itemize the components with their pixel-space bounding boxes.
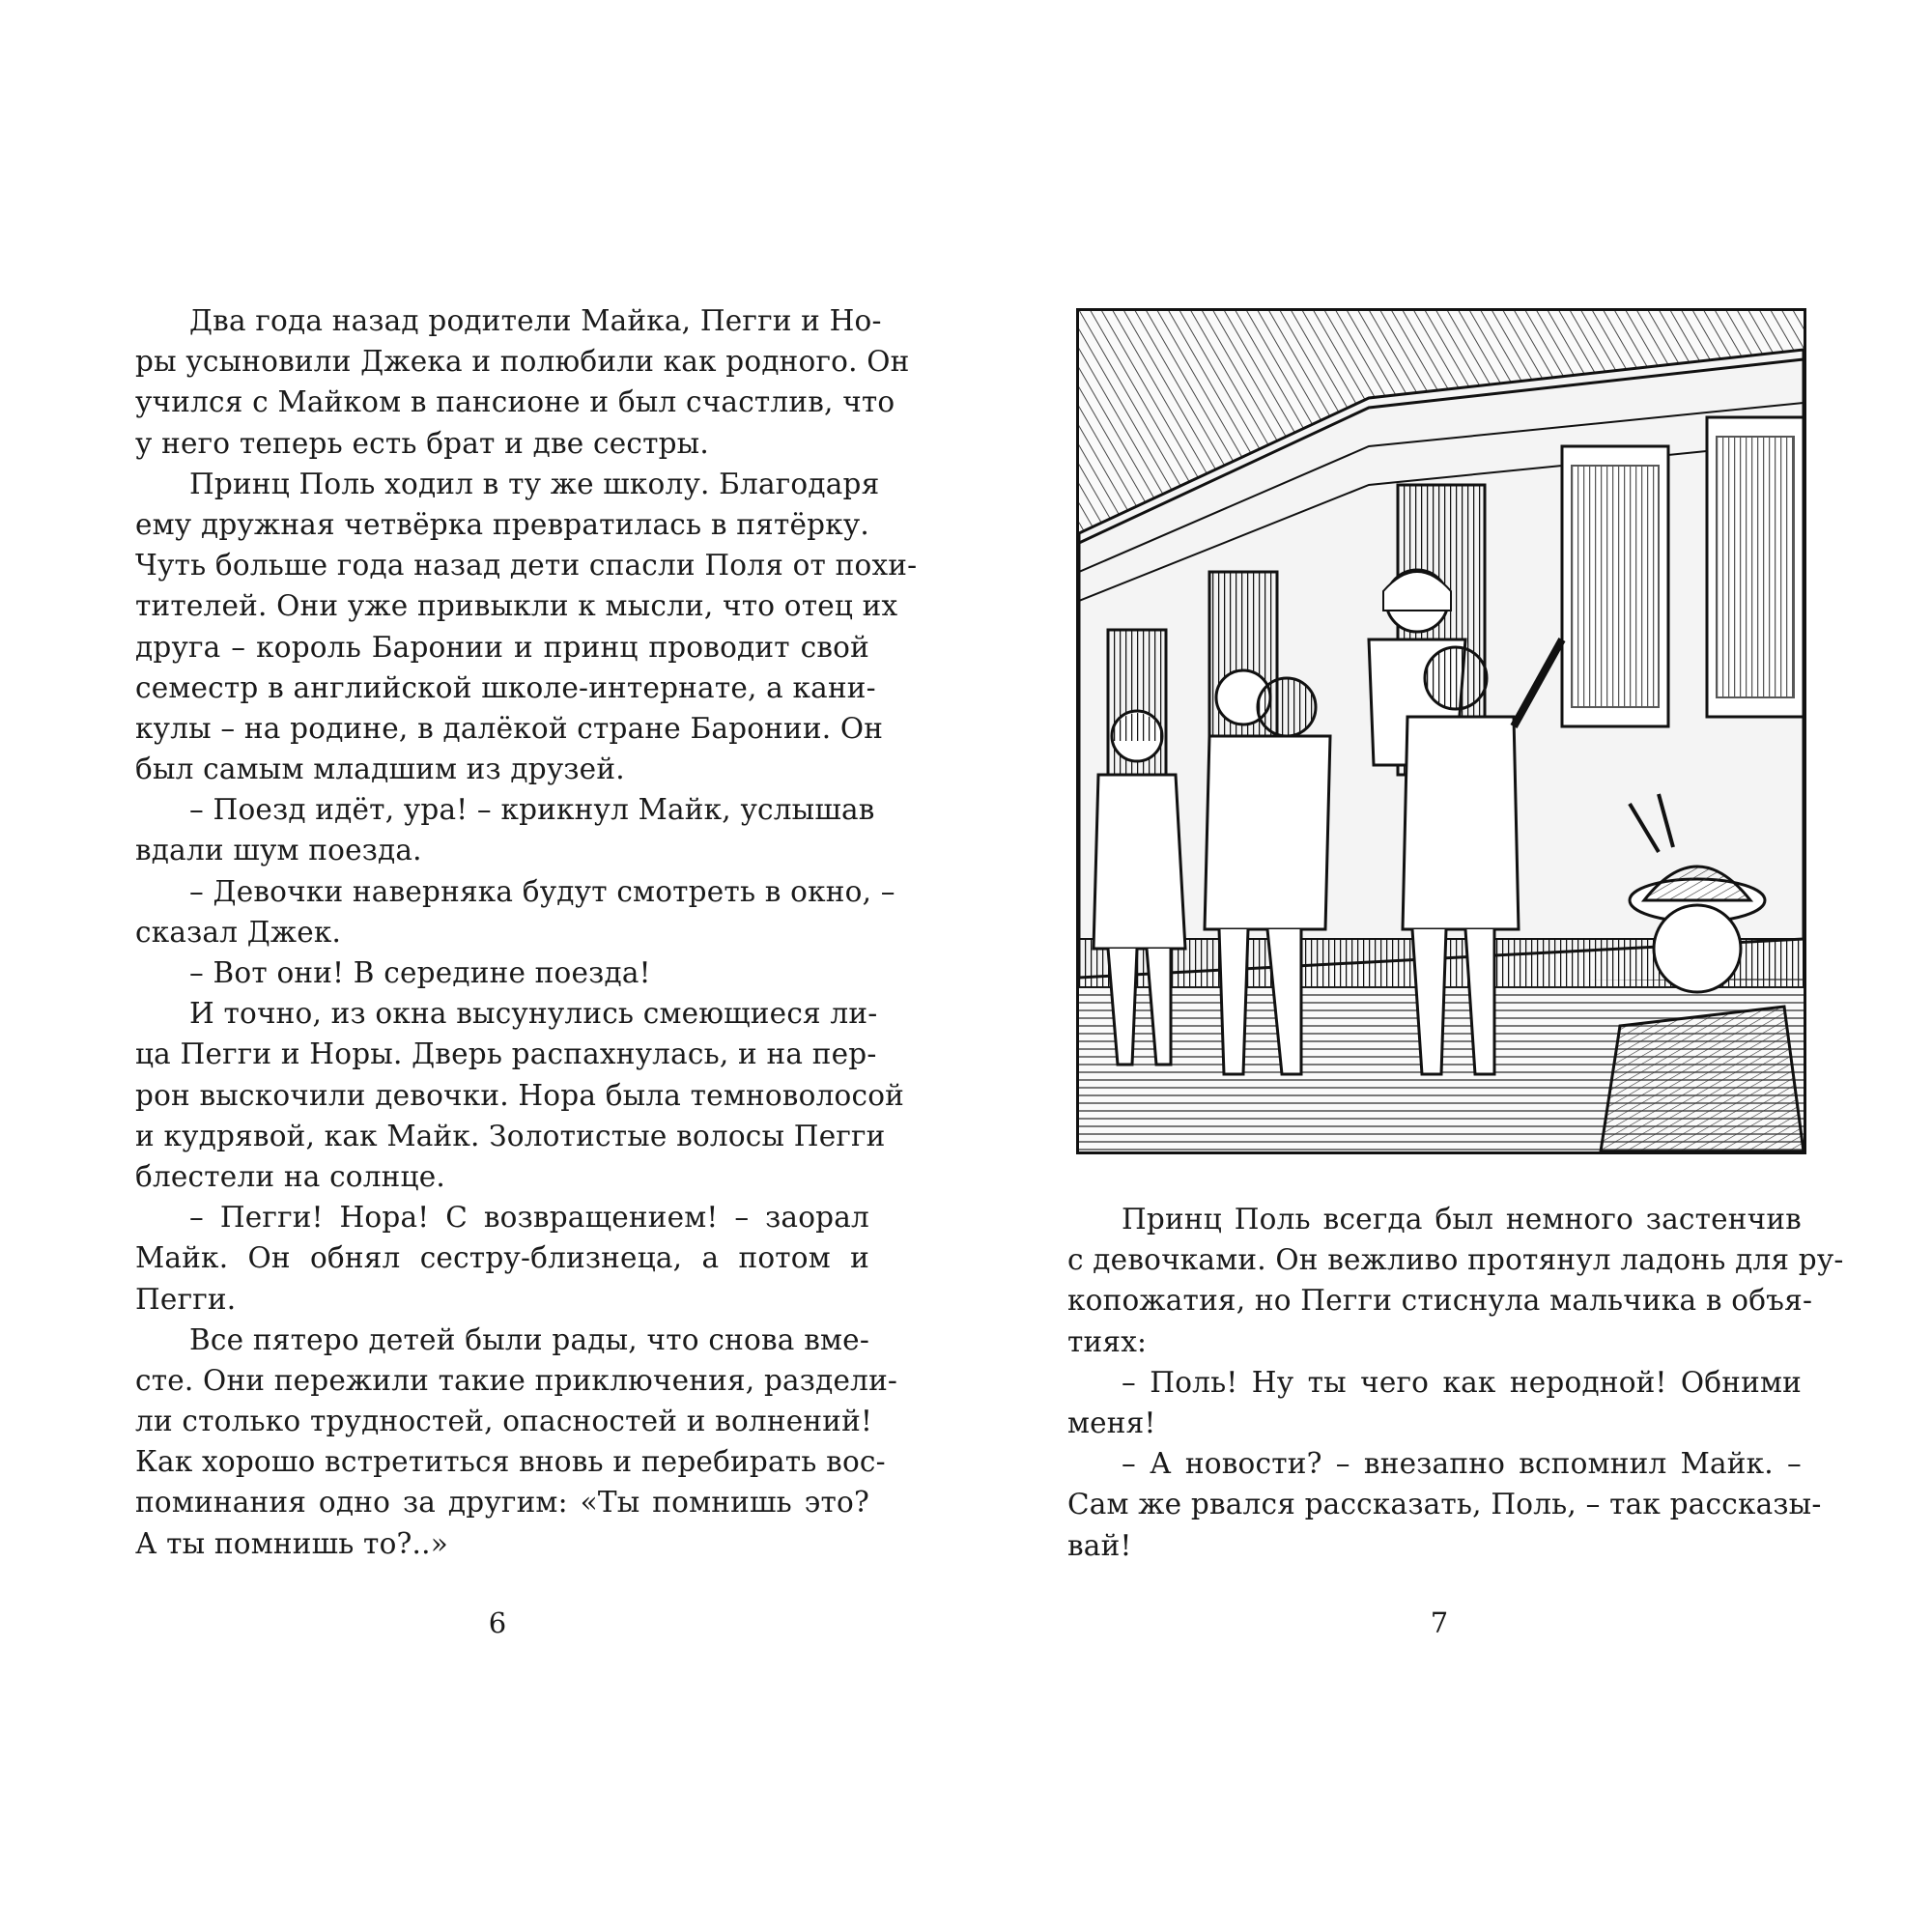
- text-line: у него теперь есть брат и две сестры.: [135, 426, 709, 460]
- right-page: [966, 0, 1932, 1932]
- text-line: тиях:: [1067, 1324, 1148, 1358]
- text-line: Как хорошо встретиться вновь и перебирать вос-: [135, 1445, 886, 1479]
- text-line: кулы – на родине, в далёкой стране Баронии. Он: [135, 711, 884, 745]
- text-line: Принц Поль всегда был немного застенчив: [1122, 1203, 1802, 1236]
- text-line: – Пегги! Нора! С возвращением! – заорал: [189, 1201, 869, 1235]
- illustration-drawing: [1079, 311, 1804, 1151]
- text-line: тителей. Они уже привыкли к мысли, что отец их: [135, 589, 898, 623]
- text-line: Майк. Он обнял сестру-близнеца, а потом и: [135, 1241, 869, 1275]
- text-line: Два года назад родители Майка, Пегги и Но-: [189, 304, 882, 337]
- text-line: И точно, из окна высунулись смеющиеся ли-: [189, 997, 878, 1031]
- text-line: – Вот они! В середине поезда!: [189, 956, 651, 989]
- text-line: рон выскочили девочки. Нора была темноволосой: [135, 1078, 905, 1112]
- text-line: – Поезд идёт, ура! – крикнул Майк, услышав: [189, 793, 875, 827]
- text-line: вай!: [1067, 1528, 1132, 1562]
- text-line: Сам же рвался рассказать, Поль, – так рассказы-: [1067, 1488, 1822, 1521]
- text-line: ли столько трудностей, опасностей и волнений!: [135, 1405, 873, 1438]
- train-platform-illustration: [1076, 308, 1806, 1154]
- text-line: с девочками. Он вежливо протянул ладонь для ру-: [1067, 1243, 1844, 1277]
- text-line: вдали шум поезда.: [135, 834, 422, 867]
- text-line: ры усыновили Джека и полюбили как родного. Он: [135, 345, 910, 379]
- text-line: сказал Джек.: [135, 915, 342, 949]
- text-line: – Девочки наверняка будут смотреть в окно, –: [189, 874, 895, 908]
- text-line: Пегги.: [135, 1282, 237, 1316]
- text-line: Чуть больше года назад дети спасли Поля от похи-: [135, 549, 918, 582]
- text-line: был самым младшим из друзей.: [135, 753, 625, 786]
- page-number: 6: [488, 1606, 507, 1639]
- text-line: поминания одно за другим: «Ты помнишь это?: [135, 1486, 869, 1520]
- text-line: друга – король Баронии и принц проводит свой: [135, 630, 869, 664]
- text-line: – А новости? – внезапно вспомнил Майк. –: [1122, 1447, 1802, 1481]
- text-line: сте. Они пережили такие приключения, раздели-: [135, 1363, 898, 1397]
- page-number: 7: [1430, 1606, 1449, 1639]
- left-page-text: [135, 300, 918, 1564]
- text-line: – Поль! Ну ты чего как неродной! Обними: [1122, 1365, 1802, 1399]
- text-line: А ты помнишь то?..»: [135, 1526, 448, 1560]
- text-line: Все пятеро детей были рады, что снова вме-: [189, 1322, 869, 1356]
- text-line: копожатия, но Пегги стиснула мальчика в объя-: [1067, 1284, 1813, 1318]
- right-page-text: [1067, 1199, 1844, 1566]
- text-line: учился с Майком в пансионе и был счастлив, что: [135, 385, 895, 419]
- text-line: блестели на солнце.: [135, 1159, 445, 1193]
- text-line: и кудрявой, как Майк. Золотистые волосы Пегги: [135, 1119, 886, 1152]
- text-line: ца Пегги и Норы. Дверь распахнулась, и на пер-: [135, 1037, 877, 1071]
- text-line: Принц Поль ходил в ту же школу. Благодаря: [189, 467, 880, 500]
- text-line: семестр в английской школе-интернате, а кани-: [135, 670, 876, 704]
- text-line: ему дружная четвёрка превратилась в пятёрку.: [135, 507, 869, 541]
- text-line: меня!: [1067, 1406, 1156, 1439]
